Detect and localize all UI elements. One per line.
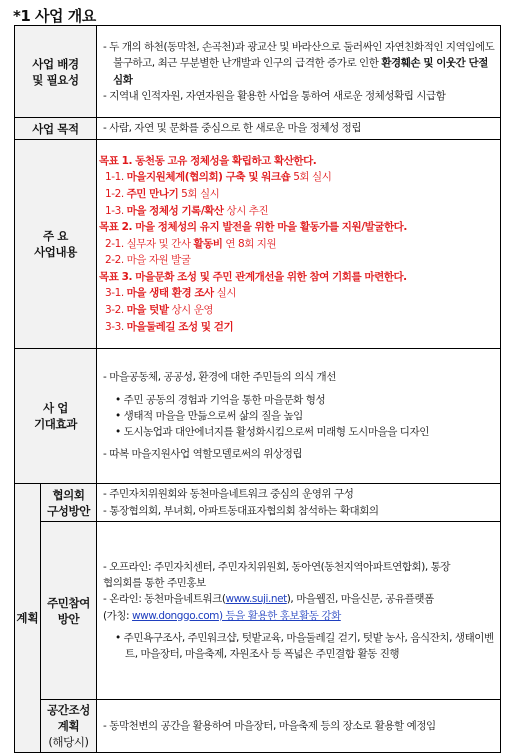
label-participation: 주민참여 방안: [41, 522, 97, 700]
space-item: - 동막천변의 공간을 활용하여 마을장터, 마을축제 등의 장소로 활용할 예정임: [103, 719, 436, 732]
content-effects: [97, 349, 501, 484]
effects-bullet-2: • 생태적 마을을 만듦으로써 삶의 질을 높임: [115, 409, 303, 422]
background-item-1: - 두 개의 하천(동막천, 손곡천)과 광교산 및 바라산으로 둘러싸인 자연친화적인 지역임에도 불구하고, 최근 무분별한 난개발과 인구의 급격한 증가로 인한 환경훼손 및 이웃간 단절 심화: [103, 40, 495, 86]
goal-3: 목표 3. 마을문화 조성 및 주민 관계개선을 위한 참여 기회를 마련한다.: [99, 270, 407, 283]
participation-offline: - 오프라인: 주민자치센터, 주민자치위원회, 동아연(동천지역아파트연합회), 통장: [103, 560, 451, 573]
label-plan: 계획: [15, 484, 41, 753]
label-effects: 사 업 기대효과: [15, 349, 97, 484]
content-background: [97, 26, 501, 118]
content-main: [97, 140, 501, 349]
link-suji[interactable]: www.suji.net: [225, 593, 287, 606]
row-background: [15, 26, 501, 118]
effects-last: - 따복 마을지원사업 역할모델로써의 위상정립: [103, 448, 303, 461]
effects-bullet-1: • 주민 공동의 경험과 기억을 통한 마을문화 형성: [115, 393, 326, 406]
project-overview-table: [14, 25, 501, 753]
label-purpose: 사업 목적: [15, 118, 97, 140]
section-title: *1 사업 개요: [13, 7, 96, 25]
row-effects: [15, 349, 501, 484]
goal-2-2: 2-2. 마을 자원 발굴: [105, 254, 191, 267]
content-space: [97, 700, 501, 753]
content-council: [97, 484, 501, 522]
row-purpose: [15, 118, 501, 140]
participation-bullet: • 주민욕구조사, 주민워크샵, 텃밭교육, 마을둘레길 걷기, 텃밭 농사, 음식잔치, 생태이벤트, 마을장터, 마을축제, 자원조사 등 폭넓은 주민결합 활동 진행: [115, 631, 494, 661]
participation-offline-2: 협의회를 통한 주민홍보: [103, 576, 206, 589]
goal-3-2: 3-2. 마을 텃밭 상시 운영: [105, 304, 214, 317]
goal-3-1: 3-1. 마을 생태 환경 조사 실시: [105, 287, 237, 300]
label-background: 사업 배경 및 필요성: [15, 26, 97, 118]
effects-bullet-3: • 도시농업과 대안에너지를 활성화시킴으로써 미래형 도시마을을 디자인: [115, 426, 429, 439]
row-council: [15, 484, 501, 522]
content-participation: [97, 522, 501, 700]
label-main-content: 주 요 사업내용: [15, 140, 97, 349]
content-purpose: - 사람, 자연 및 문화를 중심으로 한 새로운 마을 정체성 정립: [97, 118, 501, 140]
background-item-2: - 지역내 인적자원, 자연자원을 활용한 사업을 통하여 새로운 정체성확립 시급함: [103, 89, 446, 102]
council-item-1: - 주민자치위원회와 동천마을네트워크 중심의 운영위 구성: [103, 488, 354, 501]
row-participation: [15, 522, 501, 700]
goal-2-1: 2-1. 실무자 및 간사 활동비 연 8회 지원: [105, 237, 277, 250]
goal-1-2: 1-2. 주민 만나기 5회 실시: [105, 187, 220, 200]
goal-3-3: 3-3. 마을둘레길 조성 및 걷기: [105, 320, 234, 333]
goal-1-3: 1-3. 마을 정체성 기록/확산 상시 추진: [105, 204, 269, 217]
participation-gaching: (가칭: www.donggo.com) 등을 활용한 홍보활동 강화: [103, 609, 341, 622]
link-donggo[interactable]: www.donggo.com: [132, 609, 219, 622]
effects-intro: - 마을공동체, 공공성, 환경에 대한 주민들의 의식 개선: [103, 371, 336, 384]
goal-2: 목표 2. 마을 정체성의 유지 발전을 위한 마을 활동가를 지원/발굴한다.: [99, 221, 407, 234]
goal-1-1: 1-1. 마을지원체계(협의회) 구축 및 워크숍 5회 실시: [105, 171, 332, 184]
label-council: 협의회 구성방안: [41, 484, 97, 522]
council-item-2: - 통장협의회, 부녀회, 아파트동대표자협의회 참석하는 확대회의: [103, 504, 379, 517]
label-space: 공간조성 계획 (해당시): [41, 700, 97, 753]
row-main-content: [15, 140, 501, 349]
row-space: [15, 700, 501, 753]
goal-1: 목표 1. 동천동 고유 정체성을 확립하고 확산한다.: [99, 154, 317, 167]
participation-online: - 온라인: 동천마을네트워크(www.suji.net), 마을웹진, 마을신문, 공유플랫폼: [103, 593, 434, 606]
